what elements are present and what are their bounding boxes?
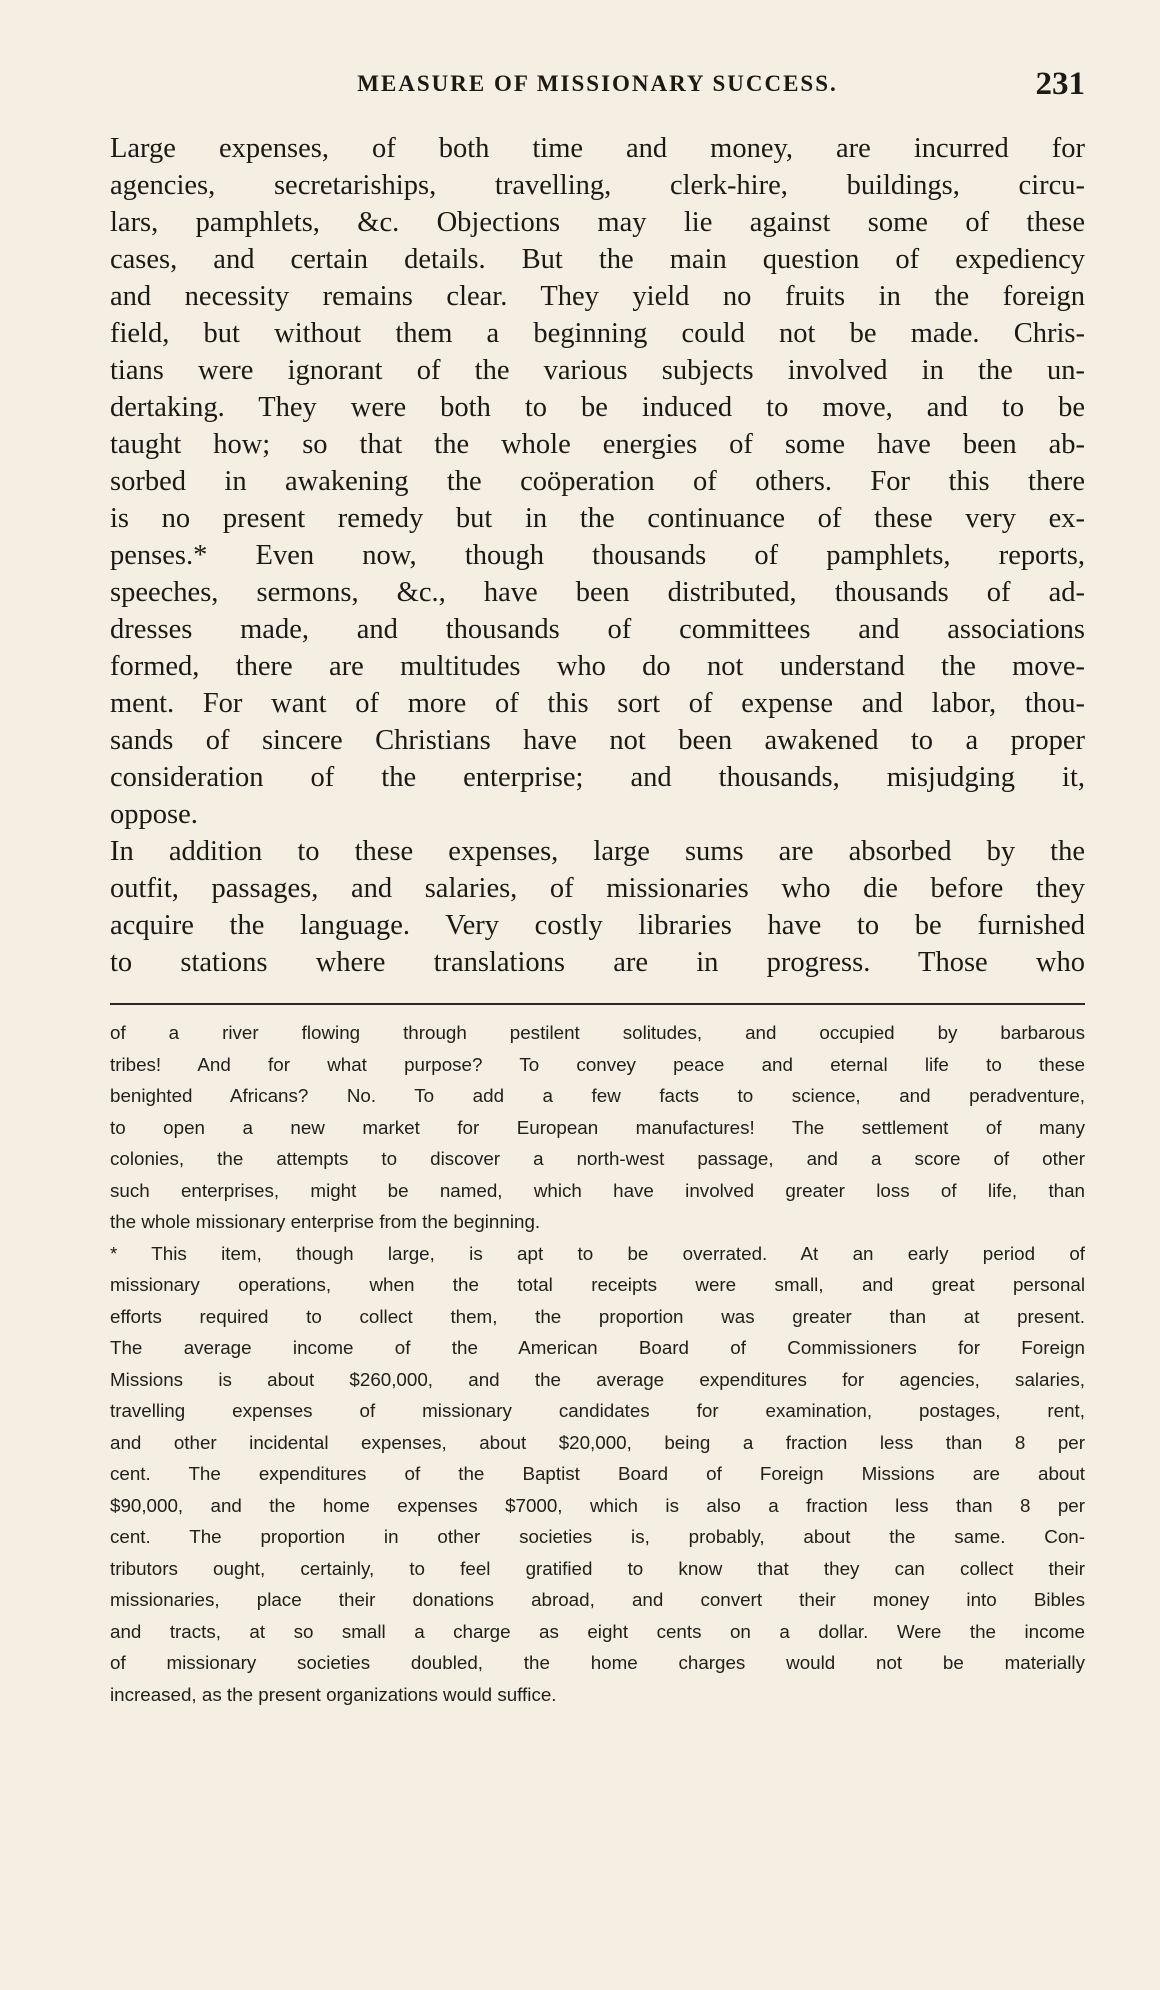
- footnote-line: increased, as the present organizations would suffice.: [110, 1683, 557, 1705]
- footnote-line: and other incidental expenses, about $20,000, being a fraction less than 8 per: [110, 1431, 1085, 1453]
- footnote-line: efforts required to collect them, the proportion was greater than at present.: [110, 1305, 1085, 1327]
- footnote-line: $90,000, and the home expenses $7000, which is also a fraction less than 8 per: [110, 1494, 1085, 1516]
- footnote-line: The average income of the American Board of Commissioners for Foreign: [110, 1337, 1085, 1358]
- footnotes: [110, 1017, 1085, 1710]
- footnote-line: of a river flowing through pestilent solitudes, and occupied by barbarous: [110, 1022, 1085, 1043]
- body-line: speeches, sermons, &c., have been distributed, thousands of ad-: [110, 577, 1085, 608]
- body-line: is no present remedy but in the continuance of these very ex-: [110, 503, 1085, 534]
- body-line: lars, pamphlets, &c. Objections may lie against some of these: [110, 207, 1085, 238]
- body-line: formed, there are multitudes who do not understand the move-: [110, 651, 1085, 682]
- body-line: Large expenses, of both time and money, are incurred for: [110, 133, 1085, 164]
- footnote-separator-rule: [110, 1003, 1085, 1005]
- body-line: penses.* Even now, though thousands of pamphlets, reports,: [110, 540, 1085, 571]
- body-line: dresses made, and thousands of committees and associations: [110, 614, 1085, 645]
- footnote-line: cent. The expenditures of the Baptist Board of Foreign Missions are about: [110, 1463, 1085, 1484]
- footnote-line: * This item, though large, is apt to be overrated. At an early period of: [110, 1242, 1085, 1264]
- footnote-line: the whole missionary enterprise from the beginning.: [110, 1211, 541, 1232]
- body-line: field, but without them a beginning could not be made. Chris-: [110, 318, 1085, 349]
- body-line: In addition to these expenses, large sums are absorbed by the: [110, 836, 1085, 867]
- footnote-line: colonies, the attempts to discover a north-west passage, and a score of other: [110, 1148, 1085, 1169]
- body-line: dertaking. They were both to be induced to move, and to be: [110, 392, 1085, 423]
- footnote-line: missionary operations, when the total receipts were small, and great personal: [110, 1274, 1085, 1295]
- footnote-line: tribes! And for what purpose? To convey peace and eternal life to these: [110, 1053, 1085, 1075]
- body-line: agencies, secretariships, travelling, clerk-hire, buildings, circu-: [110, 170, 1085, 201]
- footnote-line: to open a new market for European manufactures! The settlement of many: [110, 1116, 1085, 1138]
- footnote-line: travelling expenses of missionary candidates for examination, postages, rent,: [110, 1400, 1085, 1421]
- footnote-line: cent. The proportion in other societies is, probably, about the same. Con-: [110, 1526, 1085, 1547]
- footnote-line: and tracts, at so small a charge as eight cents on a dollar. Were the income: [110, 1620, 1085, 1642]
- footnote-line: of missionary societies doubled, the home charges would not be materially: [110, 1652, 1085, 1673]
- running-head-title: MEASURE OF MISSIONARY SUCCESS.: [357, 71, 838, 96]
- body-line: consideration of the enterprise; and thousands, misjudging it,: [110, 762, 1085, 793]
- body-line: ment. For want of more of this sort of expense and labor, thou-: [110, 688, 1085, 719]
- footnote-line: Missions is about $260,000, and the average expenditures for agencies, salaries,: [110, 1368, 1085, 1390]
- body-line: and necessity remains clear. They yield no fruits in the foreign: [110, 281, 1085, 312]
- body-line: sorbed in awakening the coöperation of others. For this there: [110, 466, 1085, 497]
- body-line: cases, and certain details. But the main question of expediency: [110, 244, 1085, 275]
- body-line: acquire the language. Very costly libraries have to be furnished: [110, 910, 1085, 941]
- body-text: [110, 130, 1085, 981]
- running-head: [110, 60, 1085, 108]
- body-line: to stations where translations are in progress. Those who: [110, 947, 1085, 978]
- book-page: [110, 60, 1085, 1710]
- body-line: outfit, passages, and salaries, of missionaries who die before they: [110, 873, 1085, 904]
- footnote-line: tributors ought, certainly, to feel gratified to know that they can collect their: [110, 1557, 1085, 1579]
- body-line: tians were ignorant of the various subjects involved in the un-: [110, 355, 1085, 386]
- body-line: taught how; so that the whole energies of some have been ab-: [110, 429, 1085, 460]
- body-line: oppose.: [110, 799, 198, 830]
- footnote-line: such enterprises, might be named, which have involved greater loss of life, than: [110, 1179, 1085, 1201]
- page-number: 231: [1035, 66, 1085, 102]
- body-line: sands of sincere Christians have not been awakened to a proper: [110, 725, 1085, 756]
- footnote-line: benighted Africans? No. To add a few facts to science, and peradventure,: [110, 1085, 1085, 1106]
- footnote-line: missionaries, place their donations abroad, and convert their money into Bibles: [110, 1589, 1085, 1610]
